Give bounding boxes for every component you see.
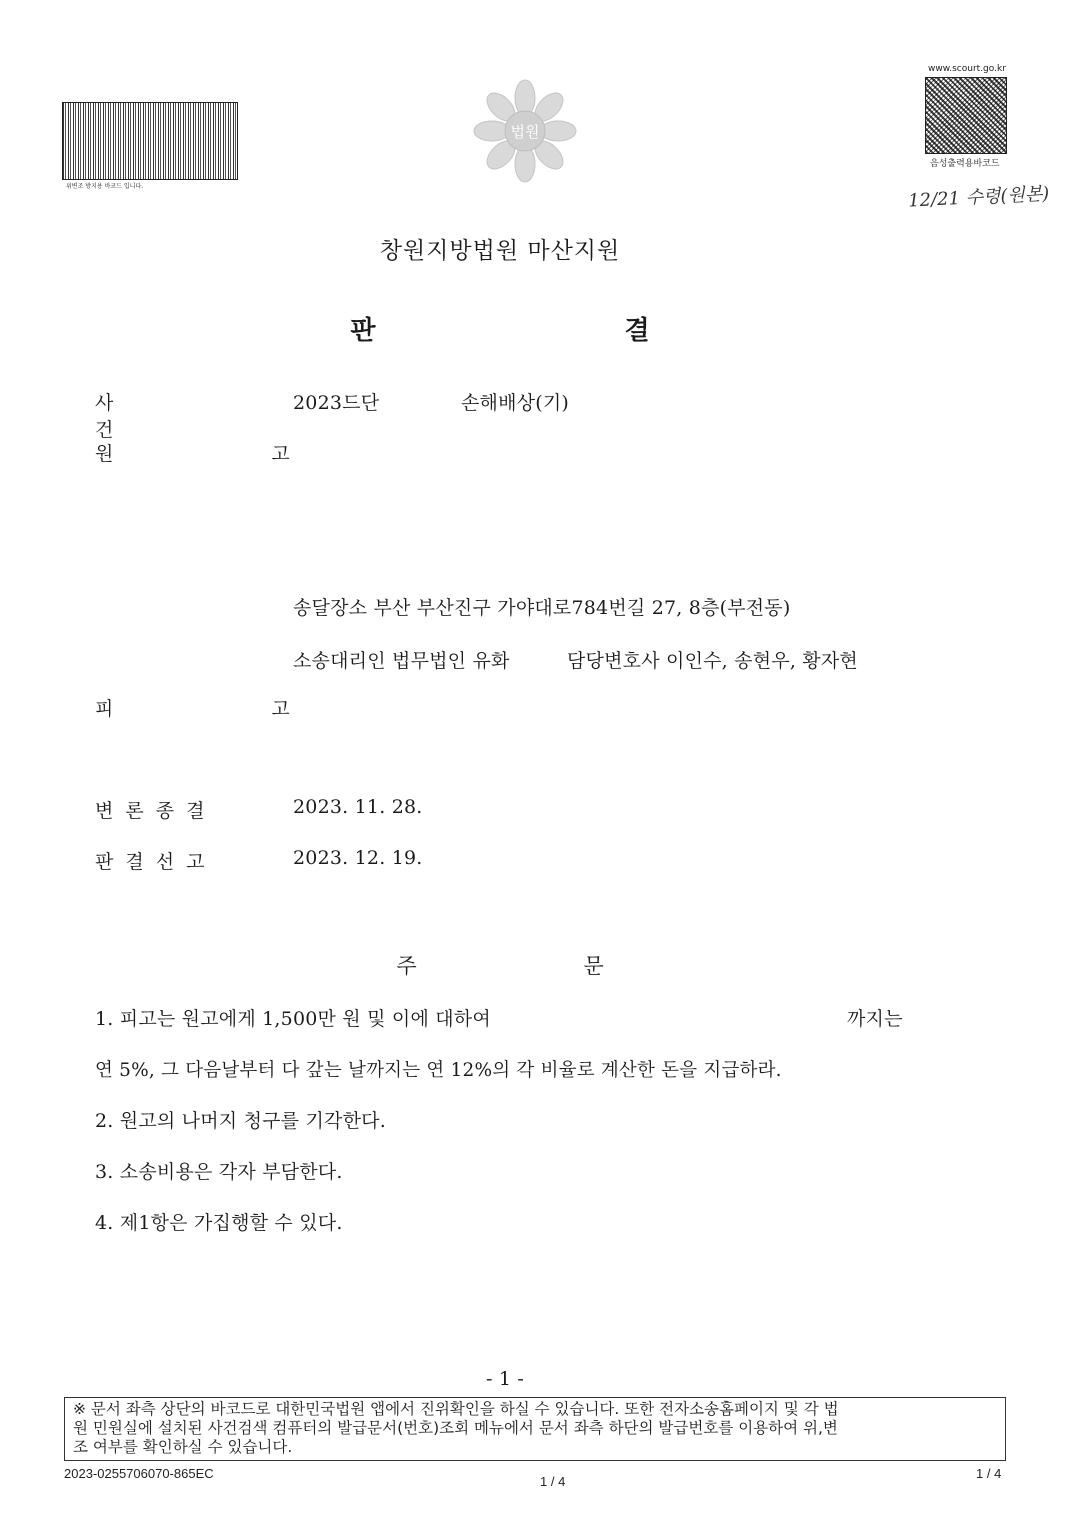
issue-number: 2023-0255706070-865EC xyxy=(64,1466,214,1481)
plaintiff-counsel: 소송대리인 법무법인 유화 xyxy=(293,650,510,672)
order-item-4: 4. 제1항은 가집행할 수 있다. xyxy=(95,1212,343,1234)
seal-text: 법원 xyxy=(510,123,540,141)
order-item-1-line2: 연 5%, 그 다음날부터 다 갚는 날까지는 연 12%의 각 비율로 계산한 돈을 지급하라. xyxy=(95,1060,782,1081)
order-item-1-end: 까지는 xyxy=(847,1008,903,1030)
page-count-center: 1 / 4 xyxy=(540,1474,566,1489)
notice-line-1: ※ 문서 좌측 상단의 바코드로 대한민국법원 앱에서 진위확인을 하실 수 있습니다. 또한 전자소송홈페이지 및 각 법 xyxy=(73,1400,839,1418)
authenticity-notice xyxy=(64,1397,1006,1461)
page-number: - 1 - xyxy=(485,1368,524,1390)
case-name: 손해배상(기) xyxy=(461,392,569,414)
judgment-date-label: 판 결 선 고 xyxy=(95,851,208,873)
voice-output-barcode xyxy=(925,77,1007,154)
barcode-caption: 위변조 방지용 바코드 입니다. xyxy=(66,183,144,190)
case-number: 2023드단 xyxy=(293,392,380,414)
page-count-right: 1 / 4 xyxy=(976,1466,1002,1481)
case-label: 사 건 xyxy=(95,392,190,441)
plaintiff-attorneys: 담당변호사 이인수, 송현우, 황자현 xyxy=(567,650,858,672)
website-text: www.scourt.go.kr xyxy=(928,64,1006,74)
hearing-end-date: 2023. 11. 28. xyxy=(293,796,423,818)
court-seal-icon xyxy=(470,76,580,186)
defendant-label: 피 고 xyxy=(95,698,366,720)
order-item-2: 2. 원고의 나머지 청구를 기각한다. xyxy=(95,1110,386,1132)
court-name: 창원지방법원 마산지원 xyxy=(379,238,621,264)
order-title: 주 문 xyxy=(396,954,684,978)
voice-barcode-caption: 음성출력용바코드 xyxy=(930,159,1000,169)
order-item-3: 3. 소송비용은 각자 부담한다. xyxy=(95,1161,343,1183)
handwritten-note: 12/21 수령(원본) xyxy=(907,183,1050,212)
plaintiff-label: 원 고 xyxy=(95,443,366,465)
anti-forgery-barcode xyxy=(62,102,238,180)
notice-line-2: 원 민원실에 설치된 사건검색 컴퓨터의 발급문서(번호)조회 메뉴에서 문서 좌측 하단의 발급번호를 이용하여 위,변 xyxy=(73,1419,838,1437)
document-title: 판 결 xyxy=(350,316,770,346)
order-item-1-start: 1. 피고는 원고에게 1,500만 원 및 이에 대하여 xyxy=(95,1008,491,1030)
judgment-date: 2023. 12. 19. xyxy=(293,847,423,869)
hearing-end-label: 변 론 종 결 xyxy=(95,800,208,822)
notice-line-3: 조 여부를 확인하실 수 있습니다. xyxy=(73,1438,293,1456)
plaintiff-address: 송달장소 부산 부산진구 가야대로784번길 27, 8층(부전동) xyxy=(293,597,791,619)
